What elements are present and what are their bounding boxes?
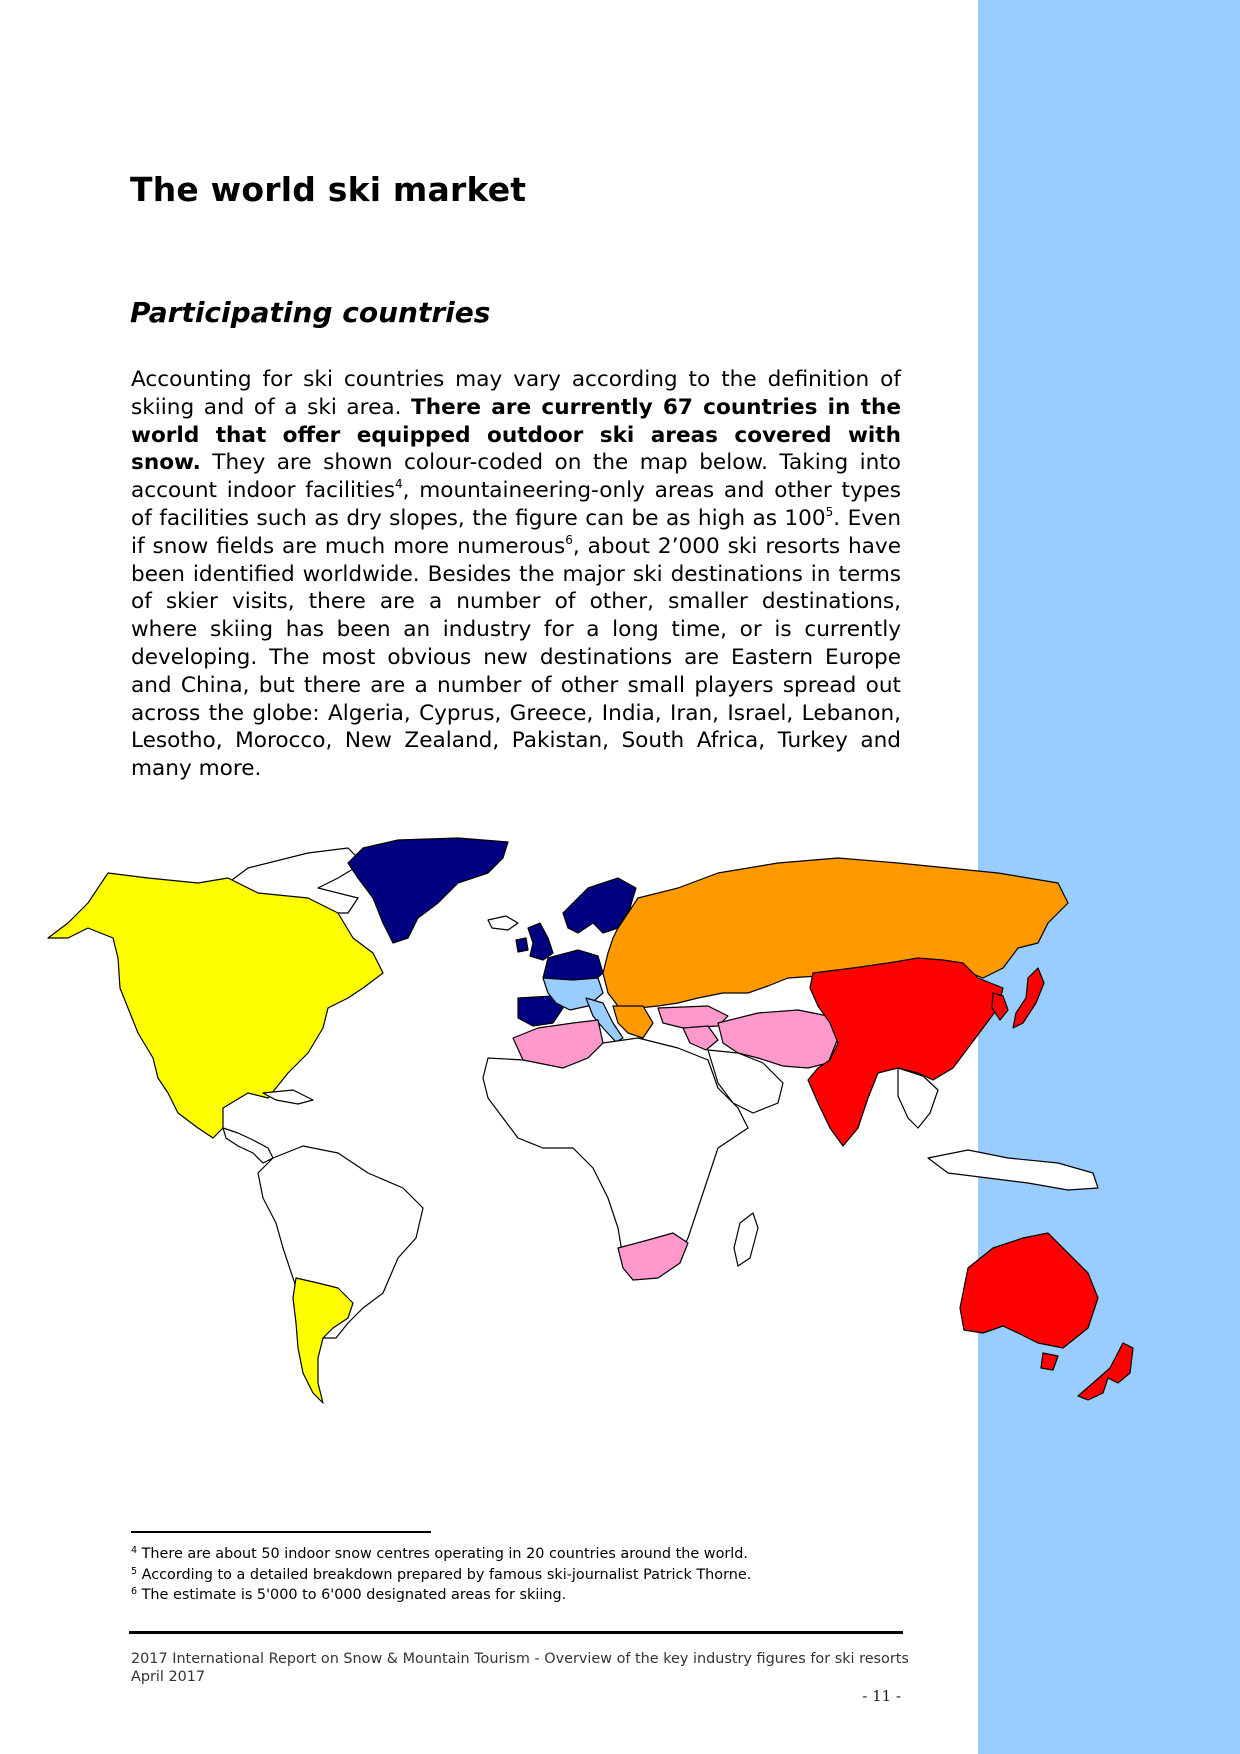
footnote-4 [131, 1544, 911, 1565]
footnote-6 [131, 1585, 911, 1606]
footnote-separator [131, 1531, 431, 1533]
footnote-5 [131, 1565, 911, 1586]
map-region-uk-ireland[interactable] [516, 923, 553, 960]
map-region-iceland [488, 916, 518, 930]
section-subtitle: Participating countries [130, 296, 491, 329]
body-text-part: , about 2’000 ski resorts have been identified worldwide. Besides the major ski destinations in terms of skier visits, there are a number of other, smaller destinations, where skiing has been an industry for a long time, or is currently developing. The most obvious new destinations are Eastern Europe and China, but there are a number of other small players spread out across the globe: Algeria, Cyprus, Greece, India, Iran, Israel, Lebanon, Lesotho, Morocco, New Zealand, Pakistan, South Africa, Turkey and many more. [131, 533, 901, 782]
page-title: The world ski market [130, 170, 527, 209]
footnote-text: The estimate is 5'000 to 6'000 designated areas for skiing. [141, 1587, 567, 1603]
footnote-ref[interactable]: 6 [565, 532, 573, 547]
footnotes [131, 1544, 911, 1606]
map-region-madagascar [734, 1213, 758, 1266]
footer-separator [129, 1631, 903, 1634]
map-region-korea[interactable] [992, 993, 1008, 1020]
footer-report-title: 2017 International Report on Snow & Mountain Tourism - Overview of the key industry figures for ski resorts [131, 1651, 909, 1667]
map-region-argentina-chile[interactable] [293, 1278, 353, 1403]
page-number: - 11 - [862, 1687, 901, 1705]
map-region-tasmania[interactable] [1041, 1353, 1058, 1370]
map-region-china-india[interactable] [808, 958, 1003, 1146]
footnote-ref[interactable]: 5 [825, 504, 834, 519]
footnote-text: There are about 50 indoor snow centres operating in 20 countries around the world. [141, 1546, 748, 1562]
map-region-japan[interactable] [1013, 968, 1044, 1028]
map-region-new-zealand[interactable] [1078, 1343, 1133, 1400]
page-footer [131, 1650, 909, 1686]
body-bold-statement: There are currently 67 countries in the world that offer equipped outdoor ski areas covered with snow. [131, 394, 901, 476]
body-paragraph [131, 366, 901, 783]
map-region-north-america[interactable] [48, 873, 383, 1138]
map-region-greenland[interactable] [348, 838, 508, 943]
footnote-number: 4 [131, 1545, 138, 1556]
body-text-part: Accounting for ski countries may vary according to the definition of skiing and of a ski area. [131, 367, 901, 420]
map-region-australia[interactable] [960, 1233, 1098, 1348]
body-text-part: , mountaineering-only areas and other types of facilities such as dry slopes, the figure can be as high as 100 [131, 478, 901, 531]
map-region-central-america [223, 1128, 273, 1163]
footnote-text: According to a detailed breakdown prepared by famous ski-journalist Patrick Thorne. [141, 1566, 752, 1583]
footnote-ref[interactable]: 4 [394, 477, 403, 492]
map-region-caribbean [263, 1090, 313, 1104]
footnote-number: 5 [131, 1565, 138, 1577]
map-region-africa [483, 1038, 748, 1273]
map-region-levant[interactable] [683, 1026, 718, 1050]
world-ski-map [18, 828, 1168, 1438]
body-text-part: . Even if snow fields are much more numerous [131, 505, 902, 559]
map-region-indonesia [928, 1150, 1098, 1190]
body-text-part: They are shown colour-coded on the map below. Taking into account indoor facilities [131, 450, 901, 504]
footnote-number: 6 [131, 1586, 138, 1597]
map-region-turkey[interactable] [658, 1006, 728, 1028]
footer-date: April 2017 [131, 1669, 206, 1685]
